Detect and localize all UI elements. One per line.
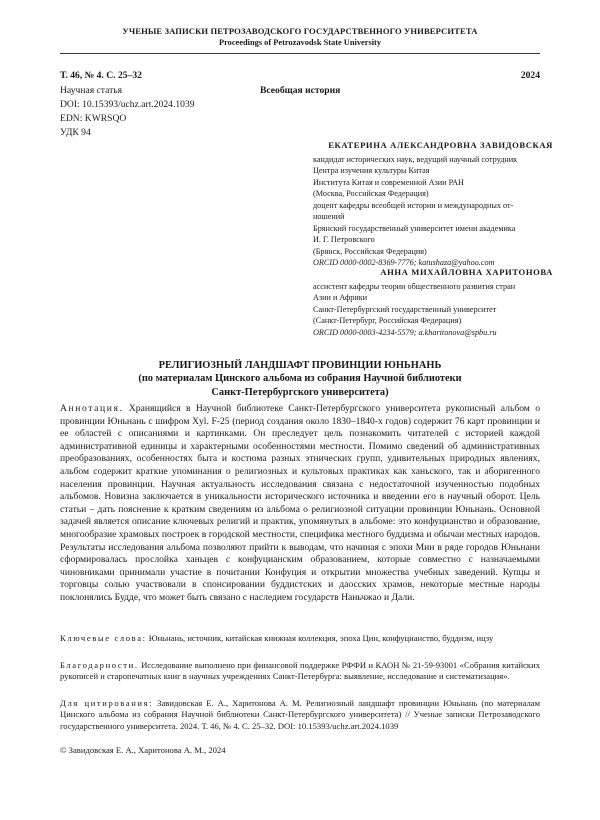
- copyright: © Завидовская Е. А., Харитонова А. М., 2024: [60, 745, 226, 755]
- affiliation-line: (Москва, Российская Федерация): [313, 189, 429, 198]
- title-line-1: РЕЛИГИОЗНЫЙ ЛАНДШАФТ ПРОВИНЦИИ ЮНЬНАНЬ: [158, 360, 442, 371]
- affiliation-line: Азии и Африки: [313, 293, 368, 302]
- affiliation-line: Центра изучения культуры Китая: [313, 166, 430, 175]
- acknowledgments: [60, 660, 540, 683]
- affiliation-line: И. Г. Петровского: [313, 235, 375, 244]
- abstract: [60, 403, 540, 605]
- keywords-text: Юньнань, источник, китайская книжная коллекция, эпоха Цин, конфуцианство, буддизм, ицзу: [148, 633, 494, 643]
- acknowledgments-label: Благодарности.: [60, 660, 139, 670]
- citation-text: Завидовская Е. А., Харитонова А. М. Религиозный ландшафт провинции Юньнань (по материалам Цинского альбома из собрания Научной библиотеки Санкт-Петербургского университета) // Ученые записки Петрозаводского государственного университета. 2024. Т. 46, № 4. С. 25–32. DOI: 10.15393/uchz.art.2024.1039: [60, 698, 541, 731]
- udk: УДК 94: [60, 127, 91, 138]
- citation: [60, 698, 540, 732]
- author-orcid-email[interactable]: ORCID 0000-0002-8369-7776; katushaza@yahoo.com: [313, 258, 495, 267]
- abstract-text: Хранящийся в Научной библиотеке Санкт-Петербургского университета рукописный альбом о провинции Юньнань с шифром Xyl. F-25 (период создания около 1830–1840-х годов) содержит 76 карт провинции и ее областей с описаниями и картинками. Он преследует цель познакомить читателей с историей каждой административной единицы и характерными особенностями местности. Помимо сведений об административных преобразованиях, особенностях быта и костюма разных этнических групп, удивительных природных явлениях, альбом содержит краткие упоминания о религиозных и культовых практиках как ханьского, так и аборигенного населения провинции. Научная актуальность исследования связана с недостаточной изученностью подобных альбомов. Новизна заключается в уникальности исторического источника и введении его в научный оборот. Цель статьи – дать пояснение к кратким сведениям из альбома о религиозной ситуации провинции Юньнань. Основной задачей является описание ключевых религий и практик, упомянутых в альбоме: это конфуцианство и образование, многообразие храмовых построек в городской местности, специфика местного буддизма и обычаи местных народов. Результаты исследования альбома позволяют прийти к выводам, что начиная с эпохи Мин в ряде городов Юньнани сформировалась прослойка ханьцев с конфуцианским образованием, которые совместно с назначаемыми чиновниками принимали участие в почитании Конфуция и открытии множества учебных заведений. Купцы и торговцы солью участвовали в спонсировании буддистских и даосских храмов, некоторые местные народы поклонялись Будде, что может быть связано с наследием государств Наньчжао и Дали.: [60, 403, 540, 603]
- title-line-3: Санкт-Петербургского университета): [211, 386, 389, 398]
- doi: DOI: 10.15393/uchz.art.2024.1039: [60, 99, 195, 110]
- journal-subtitle: Proceedings of Petrozavodsk State University: [218, 38, 382, 47]
- affiliation-line: ассистент кафедры теории общественного развития стран: [313, 281, 516, 291]
- affiliation-line: Института Китая и современной Азии РАН: [313, 177, 464, 187]
- keywords-label: Ключевые слова:: [60, 633, 147, 643]
- affiliation-line: ношений: [313, 212, 345, 221]
- volume-pages: Т. 46, № 4. С. 25–32: [60, 70, 142, 81]
- author-orcid-email[interactable]: ORCID 0000-0003-4234-5579; a.kharitonova@spbu.ru: [313, 327, 497, 337]
- affiliation-line: Санкт-Петербургский государственный университет: [313, 304, 497, 314]
- author-name: АННА МИХАЙЛОВНА ХАРИТОНОВА: [380, 267, 553, 277]
- publication-year: 2024: [520, 70, 540, 81]
- article-title: [60, 359, 540, 399]
- edn: EDN: KWRSQO: [60, 113, 127, 124]
- affiliation-line: доцент кафедры всеобщей истории и международных от-: [313, 200, 514, 210]
- journal-title: УЧЕНЫЕ ЗАПИСКИ ПЕТРОЗАВОДСКОГО ГОСУДАРСТВЕННОГО УНИВЕРСИТЕТА: [122, 26, 478, 36]
- journal-section: Всеобщая история: [260, 85, 341, 96]
- author-block-2: [313, 267, 553, 338]
- header-divider: [60, 53, 540, 54]
- article-type: Научная статья: [60, 85, 123, 96]
- affiliation-line: (Санкт-Петербург, Российская Федерация): [313, 316, 462, 325]
- affiliation-line: Брянский государственный университет имени академика: [313, 223, 516, 233]
- acknowledgments-text: Исследование выполнено при финансовой поддержке РФФИ и КАОН № 21-59-93001 «Собрания китайских рукописей и старопечатных книг в научных учреждениях Санкт-Петербурга: выявление, исследование и систематизация».: [60, 660, 541, 682]
- title-line-2: (по материалам Цинского альбома из собрания Научной библиотеки: [138, 373, 462, 385]
- citation-label: Для цитирования:: [60, 698, 154, 708]
- abstract-label: Аннотация.: [60, 403, 124, 414]
- keywords: [60, 633, 540, 644]
- affiliation-line: кандидат исторических наук, ведущий научный сотрудник: [313, 154, 518, 164]
- author-name: ЕКАТЕРИНА АЛЕКСАНДРОВНА ЗАВИДОВСКАЯ: [328, 140, 553, 150]
- author-block-1: [313, 140, 553, 269]
- affiliation-line: (Брянск, Российская Федерация): [313, 246, 427, 256]
